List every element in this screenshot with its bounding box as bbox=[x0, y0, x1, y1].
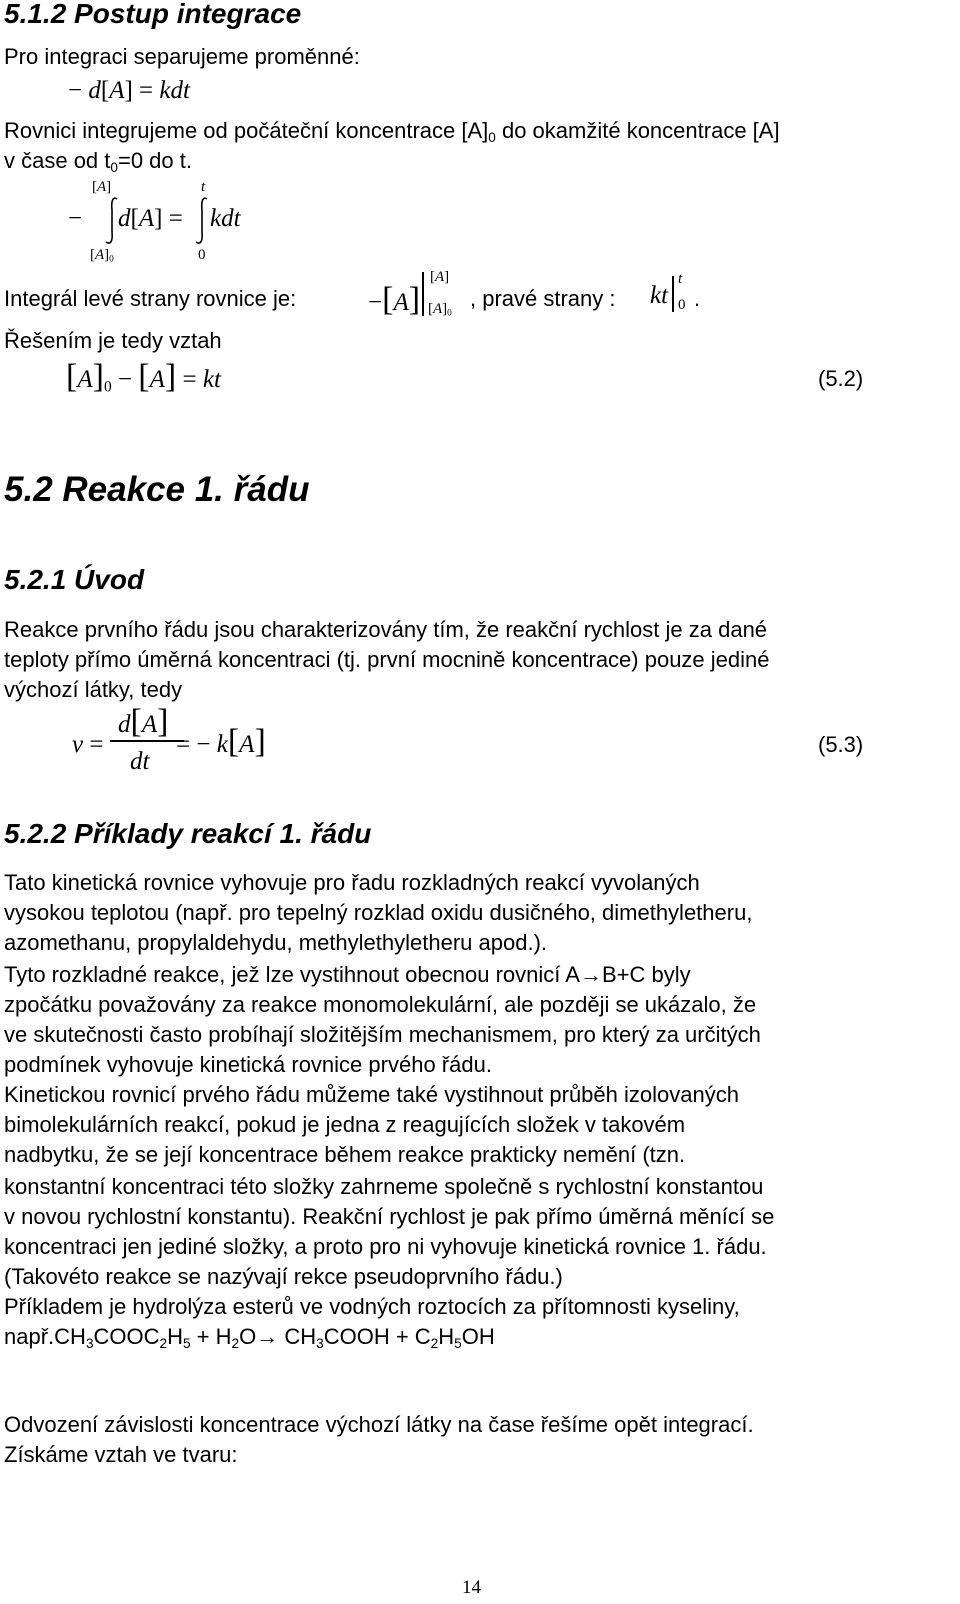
label-integral-left: Integrál levé strany rovnice je: bbox=[4, 286, 297, 311]
paragraph-separation: Pro integraci separujeme proměnné: bbox=[4, 44, 360, 69]
paragraph-pseudo-line6: koncentraci jen jediné složky, a proto pro ni vyhovuje kinetická rovnice 1. řádu. bbox=[4, 1234, 767, 1259]
reaction-arrow-icon: → bbox=[256, 1324, 279, 1349]
equation-5-2: $[A]_0 - [A]$ = kt bbox=[66, 358, 221, 396]
paragraph-examples-line2: vysokou teplotou (např. pro tepelný rozklad oxidu dusičného, dimethyletheru, bbox=[4, 900, 753, 925]
reaction-equation: $např.CH_3COOC_2H_5 + H_2O\to$ $CH_3COOH + C_2H_5OH$ bbox=[4, 1324, 495, 1351]
paragraph-integration-range-line1: Rovnici integrujeme od počáteční koncentrace $[A]_0$ do okamžité koncentrace [A] bbox=[4, 118, 780, 145]
paragraph-decomposition-line2: zpočátku považovány za reakce monomolekulární, ale později se ukázalo, že bbox=[4, 992, 757, 1017]
paragraph-pseudo-line7: (Takovéto reakce se nazývají rekce pseudoprvního řádu.) bbox=[4, 1264, 563, 1289]
section-heading-5-2-2: 5.2.2 Příklady reakcí 1. řádu bbox=[4, 818, 372, 849]
paragraph-decomposition-line1: Tyto rozkladné reakce, jež lze vystihnout obecnou rovnicí A→B+C byly bbox=[4, 962, 691, 987]
paragraph-decomposition-line4: podmínek vyhovuje kinetická rovnice prvého řádu. bbox=[4, 1052, 492, 1077]
paragraph-integration-range-line2: v čase od $t_0=0$ do t. bbox=[4, 148, 192, 175]
paragraph-derivation-line1: Odvození závislosti koncentrace výchozí látky na čase řešíme opět integrací. bbox=[4, 1412, 754, 1437]
paragraph-intro-line1: Reakce prvního řádu jsou charakterizovány tím, že reakční rychlost je za dané bbox=[4, 617, 768, 642]
section-heading-5-2-1: 5.2.1 Úvod bbox=[4, 564, 145, 595]
paragraph-pseudo-line3: nadbytku, že se její koncentrace během reakce prakticky nemění (tzn. bbox=[4, 1142, 686, 1167]
page-number: 14 bbox=[462, 1577, 481, 1598]
equation-separated: − d[A] = kdt bbox=[68, 77, 190, 104]
paragraph-solution: Řešením je tedy vztah bbox=[4, 328, 222, 353]
label-integral-right: , pravé strany : bbox=[470, 286, 616, 311]
paragraph-pseudo-line2: bimolekulárních reakcí, pokud je jedna z reagujících složek v takovém bbox=[4, 1112, 686, 1137]
equation-number-5-2: (5.2) bbox=[818, 366, 864, 391]
section-heading-5-2: 5.2 Reakce 1. řádu bbox=[4, 470, 310, 509]
paragraph-pseudo-line1: Kinetickou rovnicí prvého řádu můžeme také vystihnout průběh izolovaných bbox=[4, 1082, 739, 1107]
arrow-icon: → bbox=[579, 962, 602, 987]
section-heading-5-1-2: 5.1.2 Postup integrace bbox=[4, 0, 302, 29]
integral-sign-right bbox=[194, 196, 210, 246]
paragraph-intro-line3: výchozí látky, tedy bbox=[4, 677, 183, 702]
paragraph-pseudo-line4: konstantní koncentraci této složky zahrneme společně s rychlostní konstantou bbox=[4, 1174, 764, 1199]
paragraph-intro-line2: teploty přímo úměrná koncentraci (tj. první mocnině koncentrace) pouze jediné bbox=[4, 647, 770, 672]
document-page: 5.1.2 Postup integrace Pro integraci separujeme proměnné: − d[A] = kdt Rovnici integrujeme od počáteční koncentrace $[A]_0$ do okamžité koncentrace [A] v čase od $t_0=0$ do t. − [A] $[A]_0$ d[A] = t 0 kdt Integrál levé strany rovnice je: −[A] [A] $[A]_0$ , pravé strany : kt t 0 . Řešením je tedy vztah $[A]_0 - [A]$ = kt (5.2) 5.2 Reakce 1. řádu 5.2.1 Úvod Reakce prvního řádu jsou charakterizovány tím, že reakční rychlost je za dané teploty přímo úměrná koncentraci (tj. první mocnině koncentrace) pouze jediné výchozí látky, tedy v = d[A] dt = − k[A] (5.3) 5.2.2 Příklady reakcí 1. řádu Tato kinetická rovnice vyhovuje pro řadu rozkladných reakcí vyvolaných vysokou teplotou (např. pro tepelný rozklad oxidu dusičného, dimethyletheru, azomethanu, propylaldehydu, methylethyletheru apod.). Tyto rozkladné reakce, jež lze vystihnout obecnou rovnicí A→B+C byly zpočátku považovány za reakce monomolekulární, ale později se ukázalo, že ve skutečnosti často probíhají složitějším mechanismem, pro který za určitých podmínek vyhovuje kinetická rovnice prvého řádu. Kinetickou rovnicí prvého řádu můžeme také vystihnout průběh izolovaných bimolekulárních reakcí, pokud je jedna z reagujících složek v takovém nadbytku, že se její koncentrace během reakce prakticky nemění (tzn. konstantní koncentraci této složky zahrneme společně s rychlostní konstantou v novou rychlostní konstantu). Reakční rychlost je pak přímo úměrná měnící se koncentraci jen jediné složky, a proto pro ni vyhovuje kinetická rovnice 1. řádu. (Takovéto reakce se nazývají rekce pseudoprvního řádu.) Příkladem je hydrolýza esterů ve vodných roztocích za přítomnosti kyseliny, $např.CH_3COOC_2H_5 + H_2O\to$ $CH_3COOH + C_2H_5OH$ Odvození závislosti koncentrace výchozí látky na čase řešíme opět integrací. Získáme vztah ve tvaru: 14 bbox=[4, 0, 864, 1598]
paragraph-examples-line1: Tato kinetická rovnice vyhovuje pro řadu rozkladných reakcí vyvolaných bbox=[4, 870, 700, 895]
paragraph-pseudo-line8: Příkladem je hydrolýza esterů ve vodných roztocích za přítomnosti kyseliny, bbox=[4, 1294, 740, 1319]
paragraph-pseudo-line5: v novou rychlostní konstantu). Reakční rychlost je pak přímo úměrná měnící se bbox=[4, 1204, 775, 1229]
equation-number-5-3: (5.3) bbox=[818, 732, 864, 757]
integral-end-dot: . bbox=[694, 286, 701, 311]
paragraph-derivation-line2: Získáme vztah ve tvaru: bbox=[4, 1442, 238, 1467]
paragraph-examples-line3: azomethanu, propylaldehydu, methylethyletheru apod.). bbox=[4, 930, 548, 955]
paragraph-decomposition-line3: ve skutečnosti často probíhají složitějším mechanismem, pro který za určitých bbox=[4, 1022, 761, 1047]
